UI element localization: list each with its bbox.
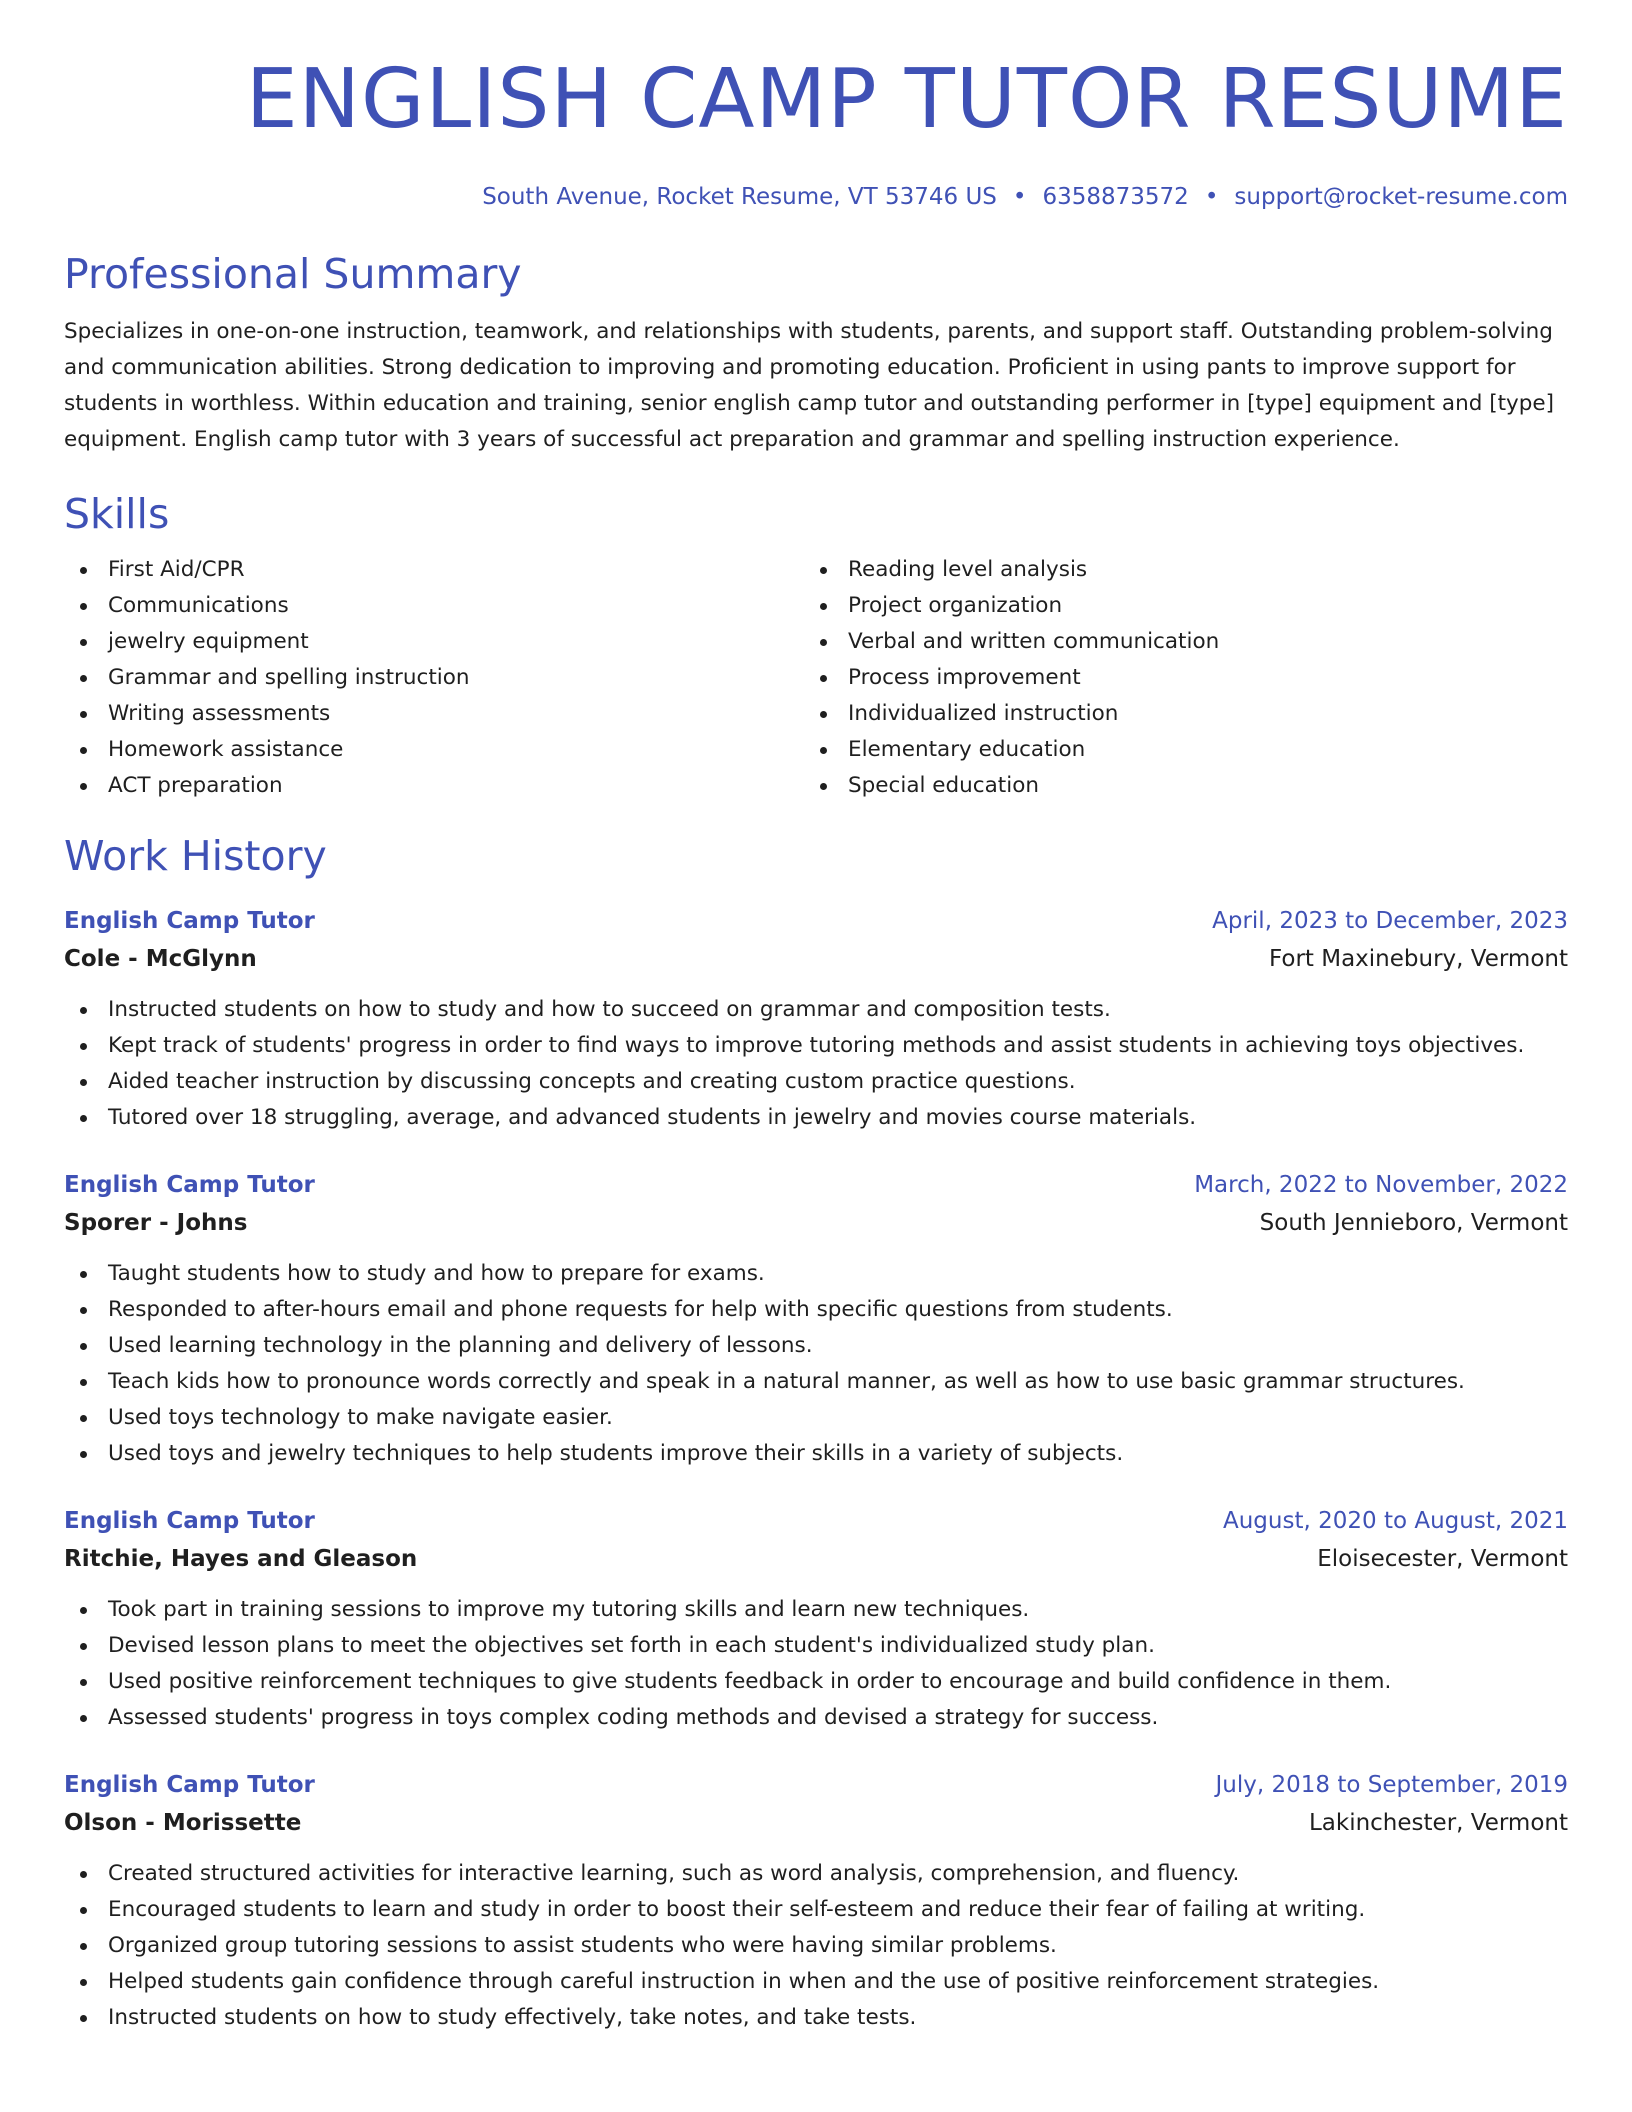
job-bullet: Responded to after-hours email and phone requests for help with specific questions from students. [64,1292,1568,1328]
skill-item: Grammar and spelling instruction [64,660,804,696]
job-bullet: Used toys technology to make navigate easier. [64,1400,1568,1436]
job-bullet: Instructed students on how to study effectively, take notes, and take tests. [64,2000,1568,2036]
job-bullet: Organized group tutoring sessions to assist students who were having similar problems. [64,1928,1568,1964]
job-company-row [64,1804,1568,1842]
job-header-row [64,1502,1568,1540]
skill-item: Homework assistance [64,732,804,768]
job-dates: July, 2018 to September, 2019 [1215,1772,1568,1798]
job-bullet: Used learning technology in the planning and delivery of lessons. [64,1328,1568,1364]
job-title: English Camp Tutor [64,908,315,934]
job-location: Lakinchester, Vermont [1308,1810,1568,1836]
job-entry [64,1502,1568,1736]
job-entry [64,1166,1568,1472]
job-location: South Jennieboro, Vermont [1259,1210,1568,1236]
job-title: English Camp Tutor [64,1508,315,1534]
job-bullet: Took part in training sessions to improve my tutoring skills and learn new techniques. [64,1592,1568,1628]
skills-list-left [64,552,804,804]
job-bullet: Kept track of students' progress in order to find ways to improve tutoring methods and assist students in achieving toys objectives. [64,1028,1568,1064]
job-bullet: Tutored over 18 struggling, average, and advanced students in jewelry and movies course materials. [64,1100,1568,1136]
job-bullets [64,992,1568,1136]
job-bullets [64,1592,1568,1736]
job-company-row [64,1204,1568,1242]
skill-item: Elementary education [804,732,1544,768]
job-dates: April, 2023 to December, 2023 [1212,908,1568,934]
job-bullet: Devised lesson plans to meet the objectives set forth in each student's individualized study plan. [64,1628,1568,1664]
job-bullets [64,1256,1568,1472]
job-company: Ritchie, Hayes and Gleason [64,1546,418,1572]
job-company: Olson - Morissette [64,1810,302,1836]
job-location: Eloisecester, Vermont [1317,1546,1568,1572]
contact-phone: 6358873572 [1042,184,1189,210]
job-bullet: Taught students how to study and how to prepare for exams. [64,1256,1568,1292]
job-bullet: Helped students gain confidence through careful instruction in when and the use of positive reinforcement strategies. [64,1964,1568,2000]
job-bullet: Created structured activities for interactive learning, such as word analysis, comprehension, and fluency. [64,1856,1568,1892]
skill-item: Individualized instruction [804,696,1544,732]
job-header-row [64,1766,1568,1804]
job-bullet: Used positive reinforcement techniques to give students feedback in order to encourage and build confidence in them. [64,1664,1568,1700]
job-company-row [64,940,1568,978]
job-header-row [64,1166,1568,1204]
skill-item: Communications [64,588,804,624]
job-bullets [64,1856,1568,2036]
job-company-row [64,1540,1568,1578]
job-dates: March, 2022 to November, 2022 [1194,1172,1568,1198]
summary-text: Specializes in one-on-one instruction, teamwork, and relationships with students, parents, and support staff. Outstanding problem-solving and communication abilities. Strong dedication to improving and promoting education. Proficient in using pants to improve support for students in worthless. Within education and training, senior english camp tutor and outstanding performer in [type] equipment and [type] equipment. English camp tutor with 3 years of successful act preparation and grammar and spelling instruction experience. [64,319,1555,452]
skills-list-right [804,552,1544,804]
job-list [64,902,1568,2036]
contact-separator: • [1012,184,1027,210]
contact-separator: • [1204,184,1219,210]
skill-item: Writing assessments [64,696,804,732]
job-title: English Camp Tutor [64,1772,315,1798]
work-heading: Work History [64,832,327,880]
job-entry [64,902,1568,1136]
contact-address: South Avenue, Rocket Resume, VT 53746 US [482,184,997,210]
job-bullet: Used toys and jewelry techniques to help students improve their skills in a variety of subjects. [64,1436,1568,1472]
skills-heading: Skills [64,490,170,538]
job-title: English Camp Tutor [64,1172,315,1198]
job-dates: August, 2020 to August, 2021 [1223,1508,1568,1534]
job-bullet: Instructed students on how to study and how to succeed on grammar and composition tests. [64,992,1568,1028]
skill-item: Verbal and written communication [804,624,1544,660]
skill-item: jewelry equipment [64,624,804,660]
skill-item: Special education [804,768,1544,804]
resume-title: ENGLISH CAMP TUTOR RESUME [245,52,1568,147]
skill-item: ACT preparation [64,768,804,804]
job-bullet: Teach kids how to pronounce words correctly and speak in a natural manner, as well as how to use basic grammar structures. [64,1364,1568,1400]
job-bullet: Encouraged students to learn and study in order to boost their self-esteem and reduce their fear of failing at writing. [64,1892,1568,1928]
resume-header [64,0,1568,212]
job-company: Cole - McGlynn [64,946,257,972]
job-location: Fort Maxinebury, Vermont [1268,946,1568,972]
job-bullet: Aided teacher instruction by discussing concepts and creating custom practice questions. [64,1064,1568,1100]
summary-section [64,248,1568,458]
skill-item: Reading level analysis [804,552,1544,588]
contact-line [64,182,1568,212]
job-bullet: Assessed students' progress in toys complex coding methods and devised a strategy for success. [64,1700,1568,1736]
skills-columns [64,552,1568,804]
contact-email[interactable]: support@rocket-resume.com [1234,184,1568,210]
skill-item: Process improvement [804,660,1544,696]
job-company: Sporer - Johns [64,1210,248,1236]
job-entry [64,1766,1568,2036]
skill-item: Project organization [804,588,1544,624]
work-section [64,830,1568,2036]
summary-heading: Professional Summary [64,250,522,298]
job-header-row [64,902,1568,940]
skills-section [64,488,1568,804]
skill-item: First Aid/CPR [64,552,804,588]
